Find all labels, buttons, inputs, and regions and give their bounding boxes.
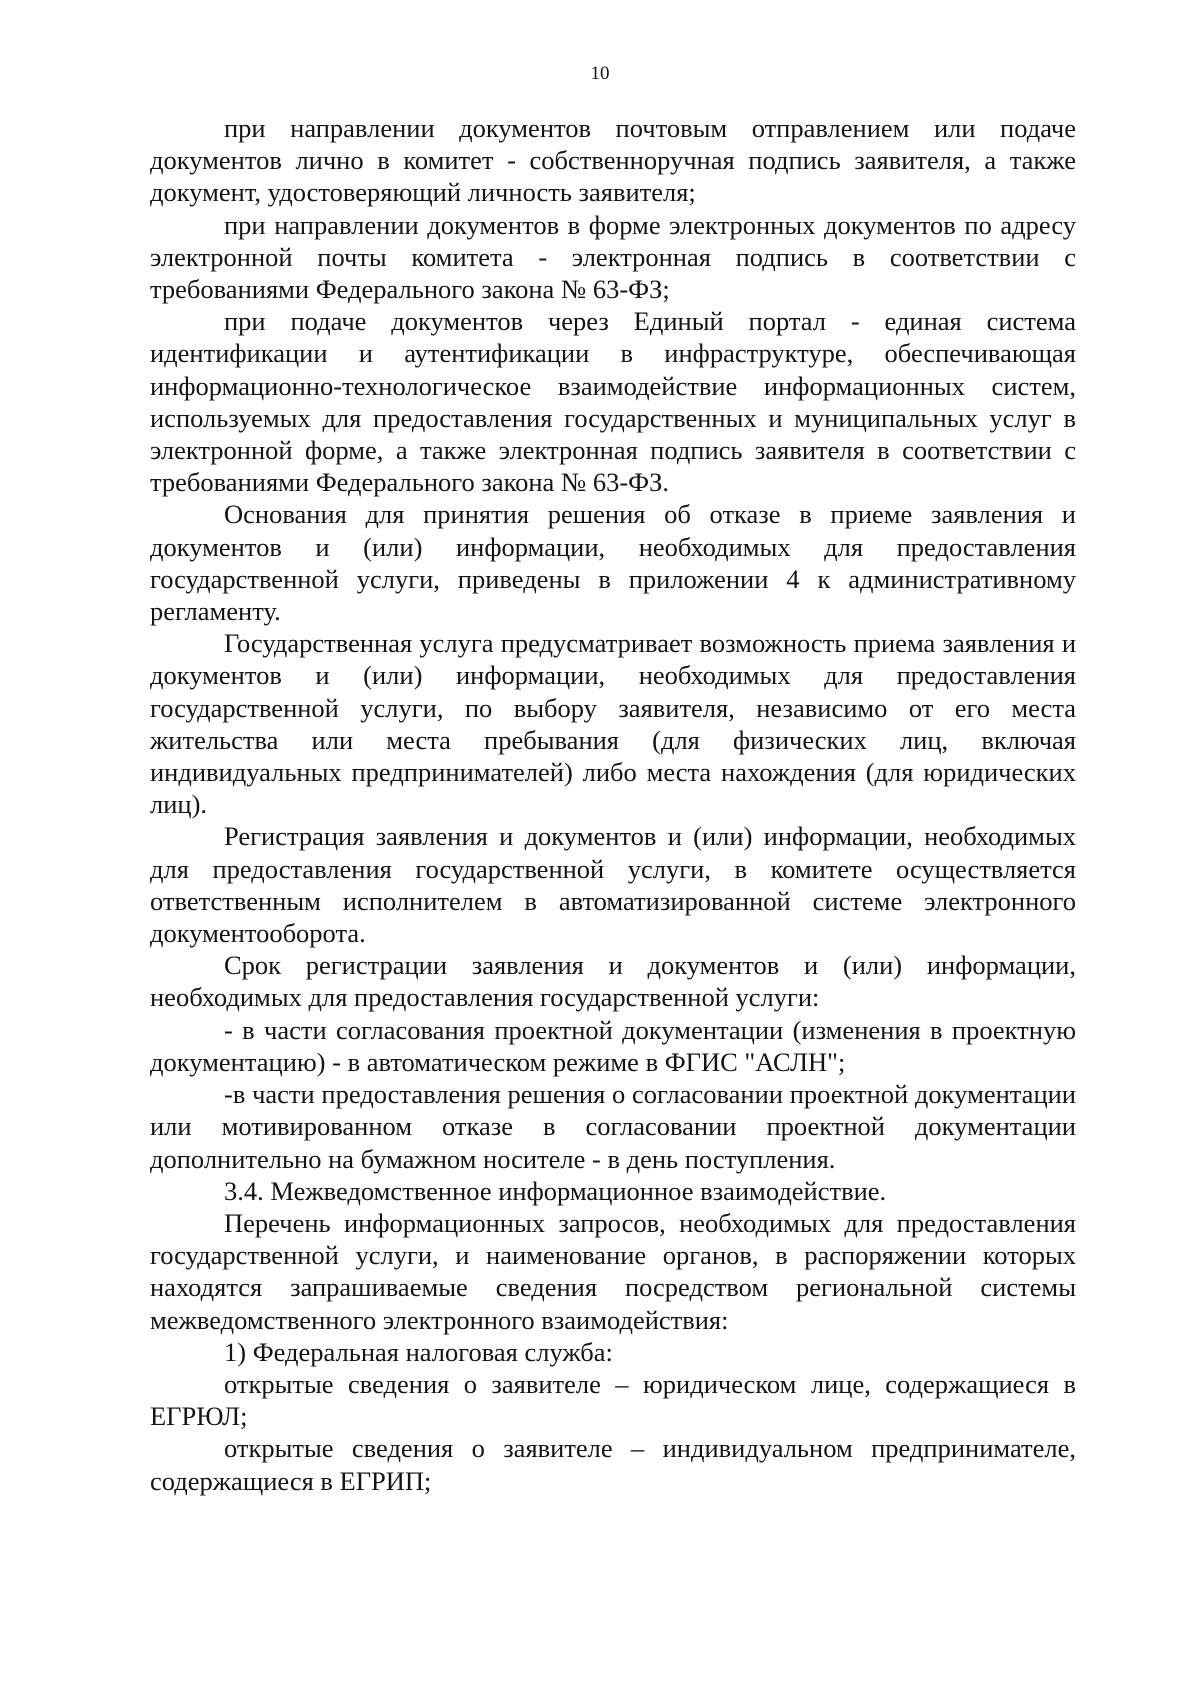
section-heading-3-4: 3.4. Межведомственное информационное взаимодействие. [224,1175,887,1206]
paragraph-term-project-approval: - в части согласования проектной документации (изменения в проектную документацию) - в автоматическом режиме в ФГИС "АСЛН"; [150,1014,1076,1077]
paragraph-registration-term: Срок регистрации заявления и документов и (или) информации, необходимых для предоставления государственной услуги: [150,950,1076,1013]
list-item-tax-service: 1) Федеральная налоговая служба: [224,1336,613,1367]
paragraph-service-reception: Государственная услуга предусматривает возможность приема заявления и документов и (или) информации, необходимых для предоставления государственной услуги, по выбору заявителя, независимо от его места жительства или места пребывания (для физических лиц, включая индивидуальных предпринимателей) либо места нахождения (для юридических лиц). [150,628,1076,820]
paragraph-portal-identification: при подаче документов через Единый портал - единая система идентификации и аутентификации в инфраструктуре, обеспечивающая информационно-технологическое взаимодействие информационных систем, используемых для предоставления государственных и муниципальных услуг в электронной форме, а также электронная подпись заявителя в соответствии с требованиями Федерального закона № 63-ФЗ. [150,306,1076,498]
paragraph-email-signature: при направлении документов в форме электронных документов по адресу электронной почты комитета - электронная подпись в соответствии с требованиями Федерального закона № 63-ФЗ; [150,209,1076,305]
page-number: 10 [590,63,610,84]
paragraph-requests-list: Перечень информационных запросов, необходимых для предоставления государственной услуги, и наименование органов, в распоряжении которых находятся запрашиваемые сведения посредством региональной системы межведомственного электронного взаимодействия: [150,1207,1076,1335]
paragraph-term-paper-decision: -в части предоставления решения о согласовании проектной документации или мотивированном отказе в согласовании проектной документации дополнительно на бумажном носителе - в день поступления. [150,1079,1076,1174]
paragraph-refusal-grounds: Основания для принятия решения об отказе в приеме заявления и документов и (или) информации, необходимых для предоставления государственной услуги, приведены в приложении 4 к административному регламенту. [150,499,1076,627]
paragraph-egrip-info: открытые сведения о заявителе – индивидуальном предпринимателе, содержащиеся в ЕГРИП; [150,1433,1076,1496]
paragraph-postal-signature: при направлении документов почтовым отправлением или подаче документов лично в комитет - собственноручная подпись заявителя, а также документ, удостоверяющий личность заявителя; [150,113,1076,208]
document-body [150,112,1076,1497]
paragraph-registration: Регистрация заявления и документов и (или) информации, необходимых для предоставления государственной услуги, в комитете осуществляется ответственным исполнителем в автоматизированной системе электронного документооборота. [150,821,1076,949]
paragraph-egrul-info: открытые сведения о заявителе – юридическом лице, содержащиеся в ЕГРЮЛ; [150,1368,1076,1432]
